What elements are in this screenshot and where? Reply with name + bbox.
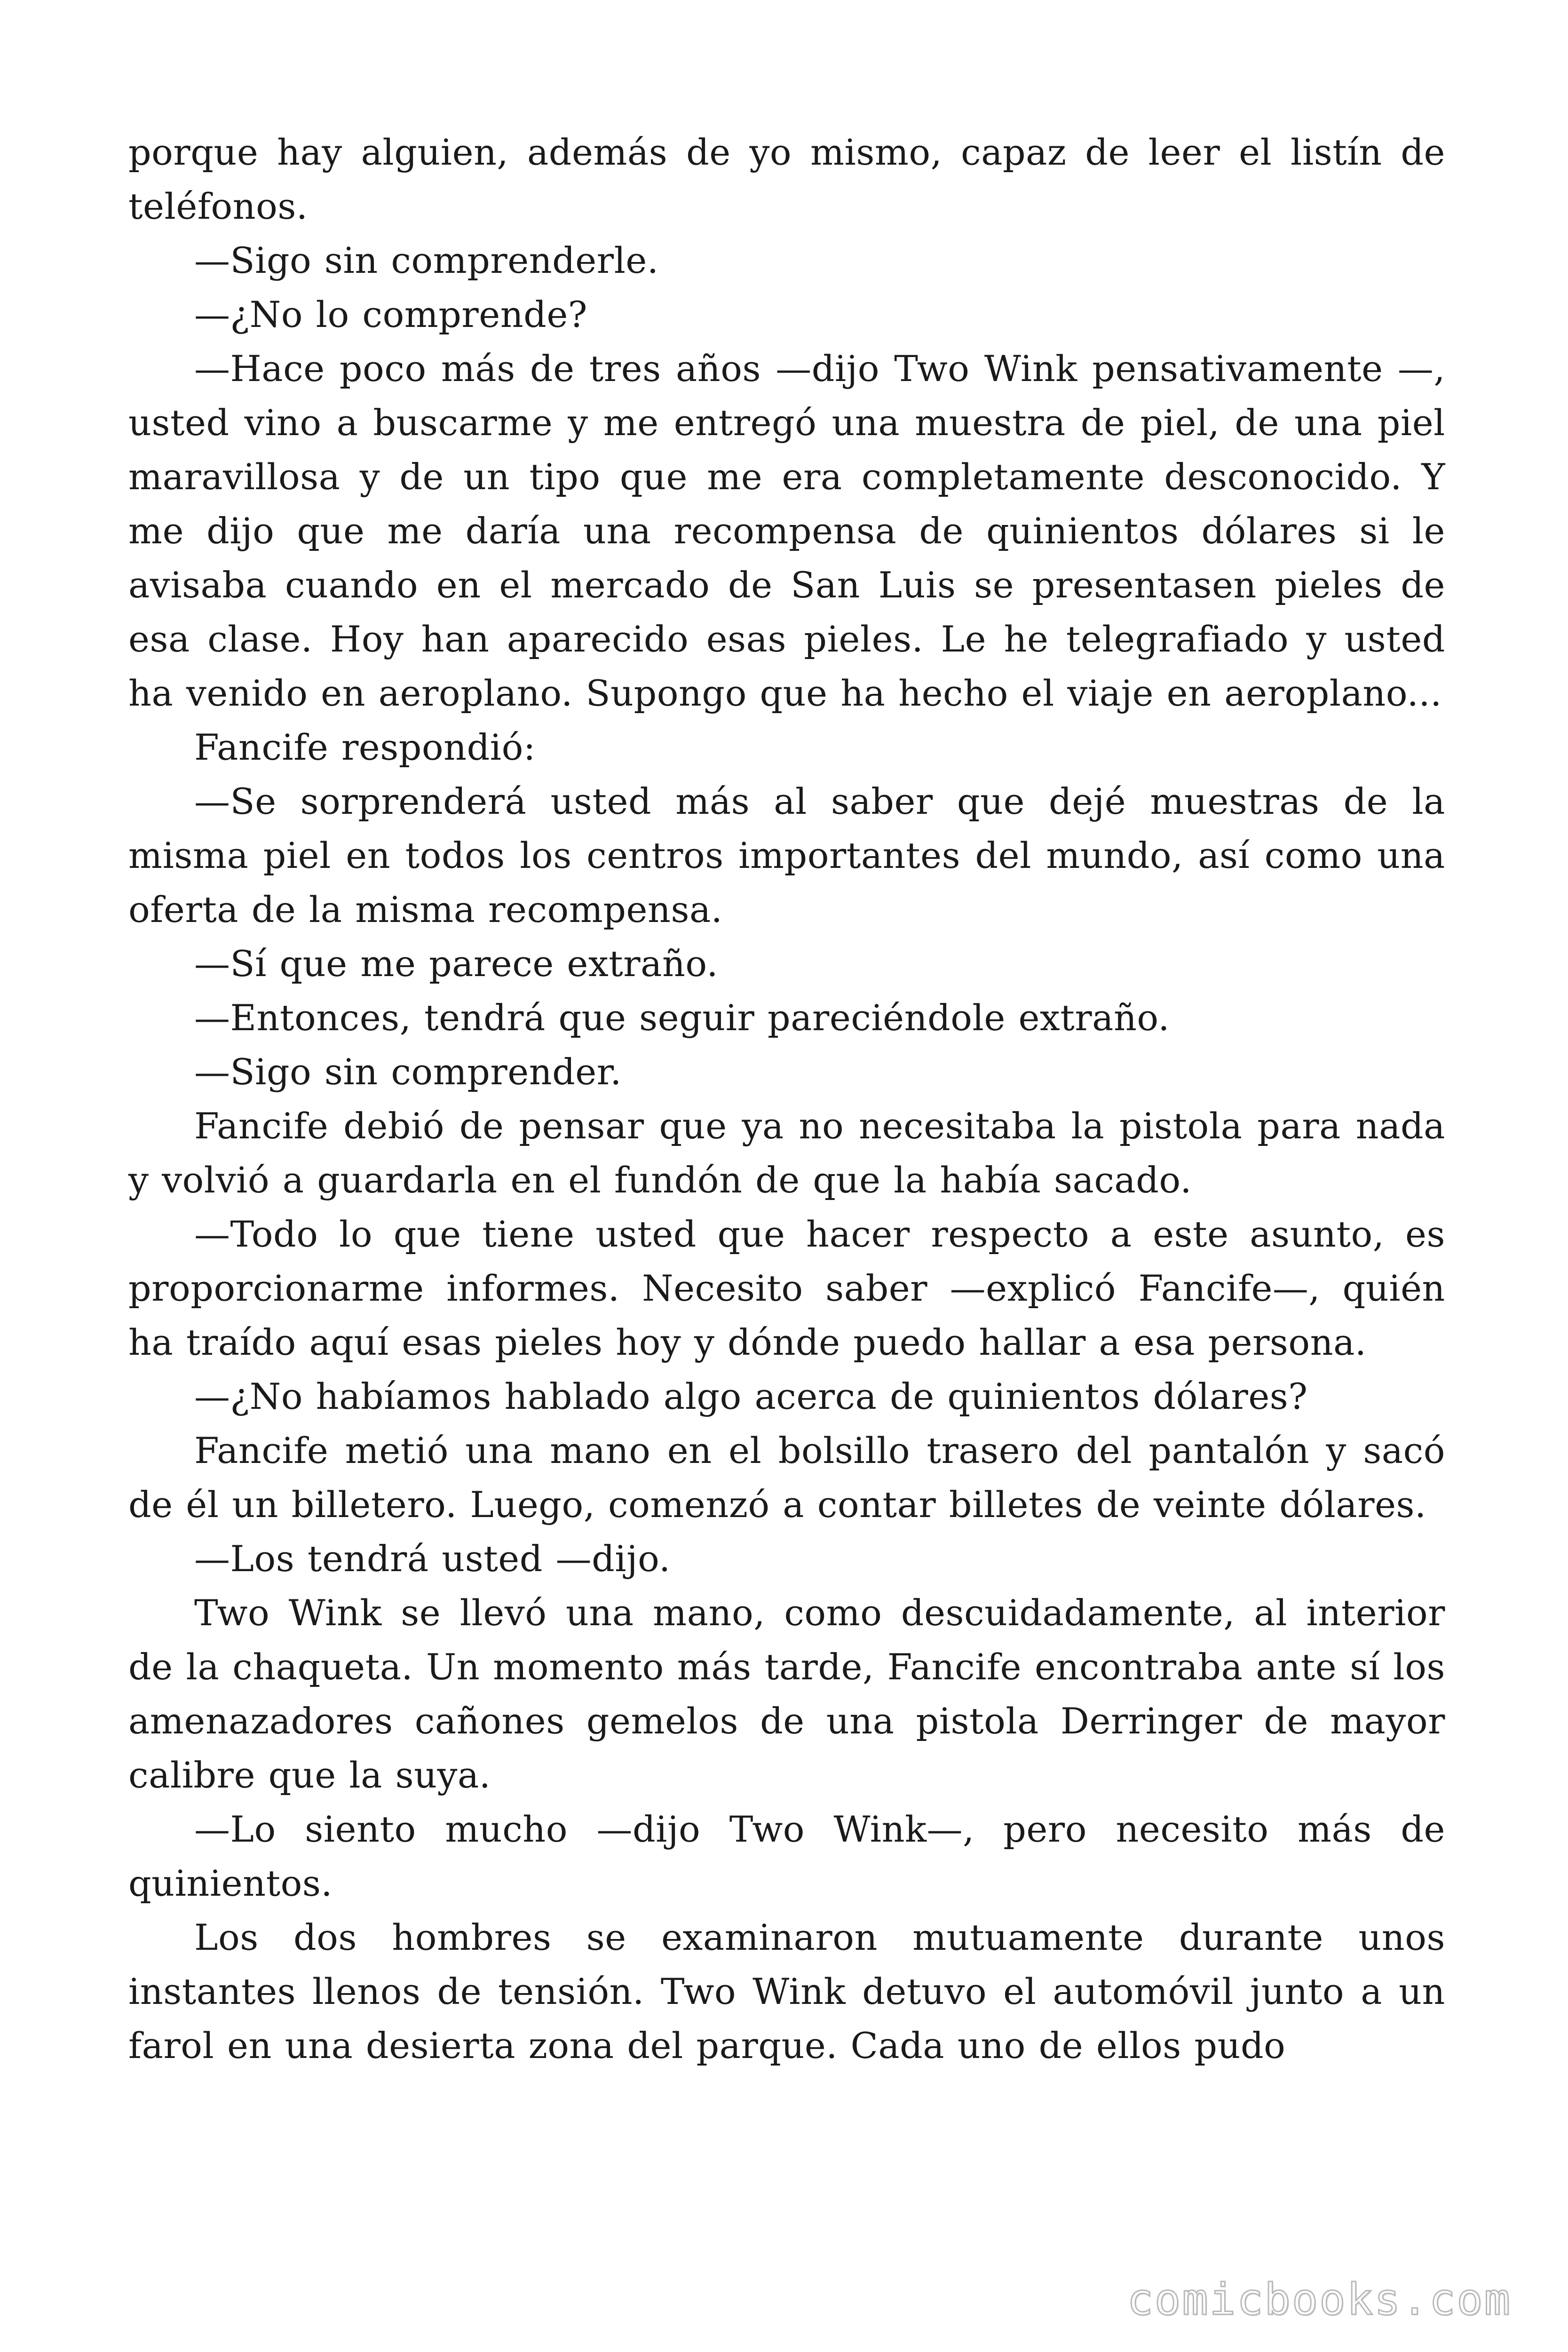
paragraph: —Sí que me parece extraño. — [194, 943, 718, 985]
paragraph: —Lo siento mucho —dijo Two Wink—, pero necesito más de quinientos. — [128, 1808, 1445, 1904]
paragraph: Two Wink se llevó una mano, como descuidadamente, al interior de la chaqueta. Un momento más tarde, Fancife encontraba ante sí los amenazadores cañones gemelos de una pistola Derringer de mayor calibre que la suya. — [128, 1592, 1445, 1796]
paragraph: Fancife respondió: — [194, 726, 536, 768]
page-body — [128, 125, 1445, 2073]
paragraph: —¿No habíamos hablado algo acerca de quinientos dólares? — [194, 1375, 1308, 1417]
paragraph: Los dos hombres se examinaron mutuamente durante unos instantes llenos de tensión. Two Wink detuvo el automóvil junto a un farol en una desierta zona del parque. Cada uno de ellos pudo — [128, 1916, 1445, 2066]
paragraph: —Los tendrá usted —dijo. — [194, 1538, 671, 1580]
watermark: comicbooks.com — [1127, 2274, 1512, 2325]
paragraph: —Sigo sin comprenderle. — [194, 239, 659, 281]
paragraph: porque hay alguien, además de yo mismo, capaz de leer el listín de teléfonos. — [128, 131, 1445, 227]
paragraph: —Se sorprenderá usted más al saber que dejé muestras de la misma piel en todos los centros importantes del mundo, así como una oferta de la misma recompensa. — [128, 780, 1445, 930]
paragraph: —Entonces, tendrá que seguir pareciéndole extraño. — [194, 997, 1170, 1039]
paragraph: —Todo lo que tiene usted que hacer respecto a este asunto, es proporcionarme informes. Necesito saber —explicó Fancife—, quién ha traído aquí esas pieles hoy y dónde puedo hallar a esa persona. — [128, 1213, 1445, 1363]
paragraph: Fancife metió una mano en el bolsillo trasero del pantalón y sacó de él un billetero. Luego, comenzó a contar billetes de veinte dólares. — [128, 1430, 1445, 1526]
paragraph: —Hace poco más de tres años —dijo Two Wink pensativamente —, usted vino a buscarme y me entregó una muestra de piel, de una piel maravillosa y de un tipo que me era completamente desconocido. Y me dijo que me daría una recompensa de quinientos dólares si le avisaba cuando en el mercado de San Luis se presentasen pieles de esa clase. Hoy han aparecido esas pieles. Le he telegrafiado y usted ha venido en aeroplano. Supongo que ha hecho el viaje en aeroplano... — [128, 348, 1445, 714]
paragraph: —¿No lo comprende? — [194, 294, 588, 335]
paragraph: Fancife debió de pensar que ya no necesitaba la pistola para nada y volvió a guardarla en el fundón de que la había sacado. — [128, 1105, 1445, 1201]
paragraph: —Sigo sin comprender. — [194, 1051, 622, 1093]
